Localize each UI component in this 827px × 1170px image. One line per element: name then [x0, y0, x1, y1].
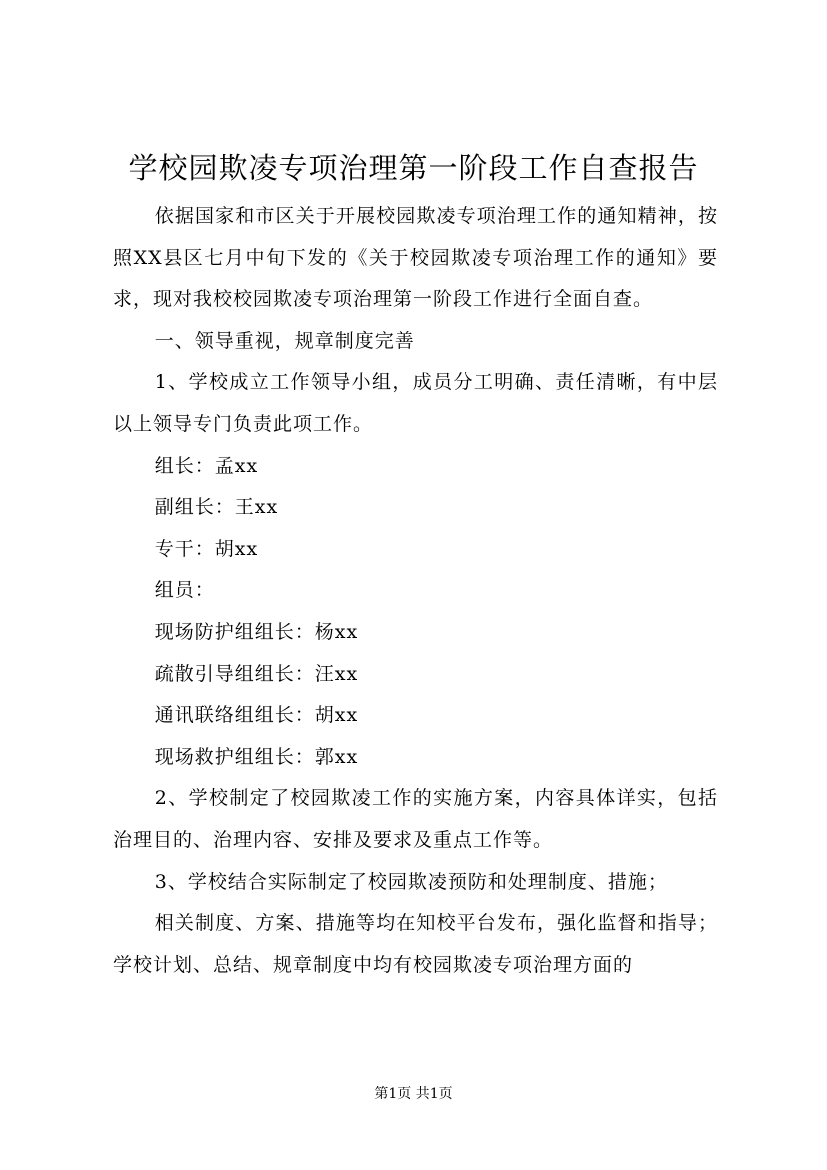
page-footer: 第1页 共1页 — [374, 1086, 453, 1102]
members-line: 组员： — [154, 579, 215, 602]
staff-line: 专干：胡xx — [154, 537, 259, 560]
intro-paragraph: 依据国家和市区关于开展校园欺凌专项治理工作的通知精神，按照XX县区七月中旬下发的《关于校园欺凌专项治理工作的通知》要求，现对我校校园欺凌专项治理第一阶段工作进行全面自查。 — [113, 205, 718, 311]
document-title: 学校园欺凌专项治理第一阶段工作自查报告 — [128, 151, 699, 185]
deputy-leader-line: 副组长：王xx — [154, 496, 279, 519]
document-body — [113, 196, 718, 986]
protection-group-line: 现场防护组组长：杨xx — [154, 620, 359, 643]
communication-group-line: 通讯联络组组长：胡xx — [154, 704, 359, 727]
group-leader-line: 组长：孟xx — [154, 454, 259, 477]
paragraph-item-1: 1、学校成立工作领导小组，成员分工明确、责任清晰，有中层以上领导专门负责此项工作。 — [113, 371, 718, 435]
paragraph-item-3: 3、学校结合实际制定了校园欺凌预防和处理制度、措施； — [154, 870, 668, 893]
paragraph-continuation: 相关制度、方案、措施等均在知校平台发布，强化监督和指导；学校计划、总结、规章制度中均有校园欺凌专项治理方面的 — [113, 912, 718, 976]
evacuation-group-line: 疏散引导组组长：汪xx — [154, 662, 359, 685]
section-heading: 一、领导重视，规章制度完善 — [154, 329, 415, 352]
rescue-group-line: 现场救护组组长：郭xx — [154, 745, 359, 768]
paragraph-item-2: 2、学校制定了校园欺凌工作的实施方案，内容具体详实，包括治理目的、治理内容、安排及要求及重点工作等。 — [113, 787, 718, 851]
